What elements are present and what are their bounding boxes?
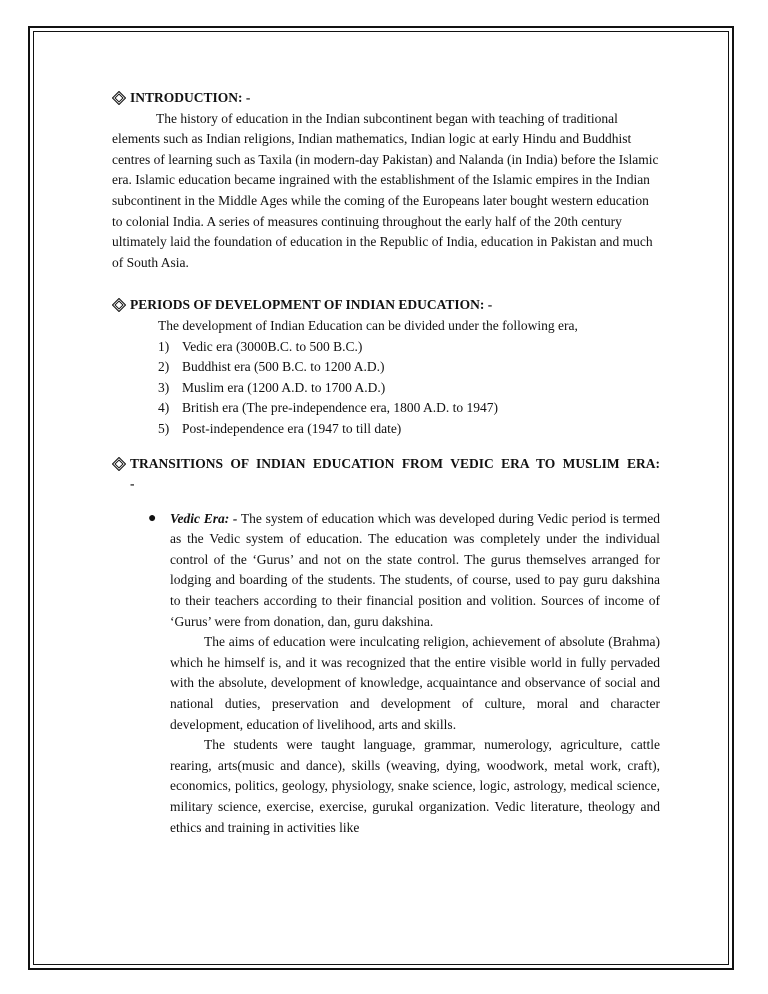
introduction-heading: INTRODUCTION: - <box>112 88 660 109</box>
bullet-dot-icon: ● <box>148 510 157 526</box>
vedic-para-2: The aims of education were inculcating religion, achievement of absolute (Brahma) which he himself is, and it was recognized that the entire visible world in fully pervaded with the absolute, development of knowledge, acquaintance and observance of social and national duties, preservation and development of culture, moral and character development, education of livelihood, arts and skills. <box>170 634 660 732</box>
periods-lead: The development of Indian Education can be divided under the following era, <box>158 317 578 333</box>
periods-block <box>158 316 660 440</box>
vedic-era-label: Vedic Era: - <box>170 510 238 526</box>
periods-heading: PERIODS OF DEVELOPMENT OF INDIAN EDUCATION: - <box>112 295 660 316</box>
list-item: 3) Muslim era (1200 A.D. to 1700 A.D.) <box>158 379 386 395</box>
diamond-bullet-icon <box>112 457 126 471</box>
periods-list <box>158 337 660 440</box>
document-body <box>112 88 660 838</box>
vedic-para-1: Vedic Era: - The system of education which was developed during Vedic period is termed as the Vedic system of education. The education was completely under the individual control of the ‘Gurus’ and not on the state control. The gurus themselves arranged for lodging and boarding of the students. The students, of course, used to pay guru dakshina to their teachers according to their financial position and volition. Sources of income of ‘Gurus’ were from donation, dan, guru dakshina. <box>170 510 660 629</box>
diamond-bullet-icon <box>112 298 126 312</box>
introduction-paragraph: The history of education in the Indian subcontinent began with teaching of traditional elements such as Indian religions, Indian mathematics, Indian logic at early Hindu and Buddhist centres of learning such as Taxila (in modern-day Pakistan) and Nalanda (in India) before the Islamic era. Islamic education became ingrained with the establishment of the Islamic empires in the Indian subcontinent in the Middle Ages while the coming of the Europeans later bought western education to colonial India. A series of measures continuing throughout the early half of the 20th century ultimately laid the foundation of education in the Republic of India, education in Pakistan and much of South Asia. <box>112 110 659 270</box>
vedic-para-3: The students were taught language, grammar, numerology, agriculture, cattle rearing, arts(music and dance), skills (weaving, dying, woodwork, metal work, craft), economics, politics, geology, physiology, snake science, logic, astrology, medical science, military science, exercise, exercise, gurukal organization. Vedic literature, theology and ethics and training in activities like <box>170 737 660 835</box>
list-item: 4) British era (The pre-independence era, 1800 A.D. to 1947) <box>158 400 499 416</box>
list-item: 2) Buddhist era (500 B.C. to 1200 A.D.) <box>158 359 385 375</box>
list-item: 1) Vedic era (3000B.C. to 500 B.C.) <box>158 338 363 354</box>
list-item: 5) Post-independence era (1947 to till date) <box>158 420 402 436</box>
vedic-era-item <box>148 509 660 839</box>
diamond-bullet-icon <box>112 91 126 105</box>
transitions-heading: TRANSITIONS OF INDIAN EDUCATION FROM VEDIC ERA TO MUSLIM ERA: - <box>112 454 660 495</box>
